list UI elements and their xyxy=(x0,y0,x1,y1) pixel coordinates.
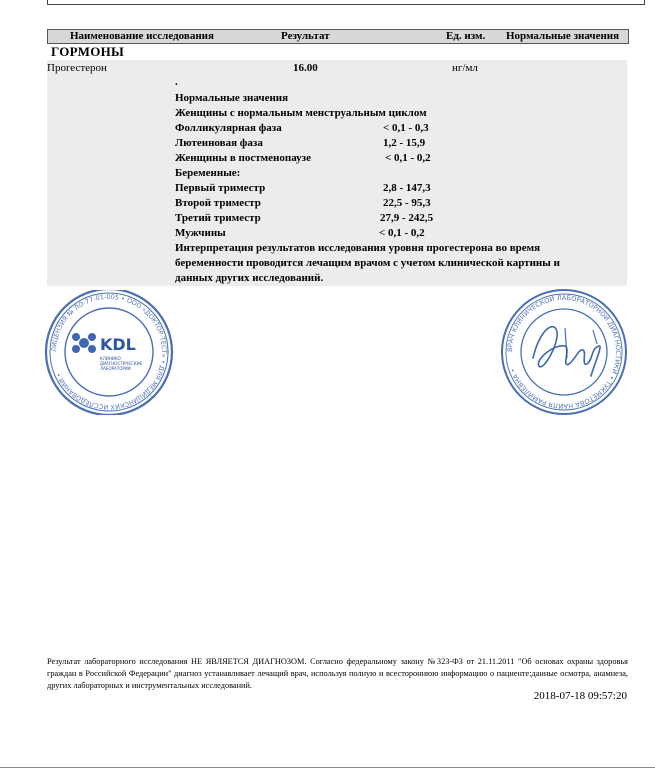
norm-tri2-value: 22,5 - 95,3 xyxy=(383,197,431,209)
kdl-sub-3: ЛАБОРАТОРИИ xyxy=(100,366,131,371)
kdl-logo-text: KDL xyxy=(100,335,136,354)
kdl-sub-2: ДИАГНОСТИЧЕСКИЕ xyxy=(100,361,143,366)
norm-tri1-value: 2,8 - 147,3 xyxy=(383,182,431,194)
norm-men-value: < 0,1 - 0,2 xyxy=(379,227,425,239)
norm-follicular-label: Фолликулярная фаза xyxy=(175,122,282,134)
kdl-logo-icon xyxy=(72,333,96,353)
bottom-divider xyxy=(0,767,655,768)
interpretation-line-1: Интерпретация результатов исследования уровня прогестерона во время xyxy=(175,242,541,254)
result-panel xyxy=(47,60,627,286)
interpretation-line-3: данных других исследований. xyxy=(175,272,324,284)
norms-cycle-women: Женщины с нормальным менструальным циклом xyxy=(175,107,427,119)
norm-tri3-label: Третий триместр xyxy=(175,212,261,224)
stamp-right-ring-text: ВРАЧ КЛИНИЧЕСКОЙ ЛАБОРАТОРНОЙ ДИАГНОСТИКИ • ТУКМЕТОВА НАЙЛЯ РАМИЛЕВНА • xyxy=(505,293,623,411)
header-norm: Нормальные значения xyxy=(506,30,620,42)
doctor-stamp xyxy=(495,288,635,418)
norm-tri1-label: Первый триместр xyxy=(175,182,266,194)
header-name: Наименование исследования xyxy=(70,30,214,42)
norms-title: Нормальные значения xyxy=(175,92,289,104)
norm-tri2-label: Второй триместр xyxy=(175,197,261,209)
header-result: Результат xyxy=(281,30,330,42)
norm-follicular-value: < 0,1 - 0,3 xyxy=(383,122,429,134)
dot-marker: . xyxy=(175,76,178,88)
norm-pregnant: Беременные: xyxy=(175,167,241,179)
norm-postmeno-label: Женщины в постменопаузе xyxy=(175,152,311,164)
stamp-left-ring-text: ЛИЦЕНЗИЯ № ЛО-77-01-005 • ООО «ДОКТОР-ТЕСТ» • ДЛЯ МЕДИЦИНСКИХ ИССЛЕДОВАНИЙ • xyxy=(49,292,169,412)
norm-men-label: Мужчины xyxy=(175,227,226,239)
norm-postmeno-value: < 0,1 - 0,2 xyxy=(385,152,431,164)
test-value: 16.00 xyxy=(293,62,318,74)
norm-luteal-label: Лютеиновая фаза xyxy=(175,137,263,149)
test-name: Прогестерон xyxy=(47,62,107,74)
test-unit: нг/мл xyxy=(452,62,478,74)
disclaimer-text: Результат лабораторного исследования НЕ ЯВЛЯЕТСЯ ДИАГНОЗОМ. Согласно федеральному закону №323-ФЗ от 21.11.2011 "Об основах охраны здоровья граждан в Российской Федерации" диагноз устанавливает лечащий врач, используя полную и всестороннюю информацию о пациенте:данные осмотра, анамнеза, других лабораторных и инструментальных исследований. xyxy=(47,657,628,690)
kdl-stamp xyxy=(42,290,177,415)
interpretation-line-2: беременности проводится лечащим врачом с учетом клинической картины и xyxy=(175,257,560,269)
top-frame xyxy=(47,0,645,5)
norm-tri3-value: 27,9 - 242,5 xyxy=(380,212,434,224)
table-header xyxy=(47,29,629,44)
header-unit: Ед. изм. xyxy=(446,30,486,42)
kdl-sub-1: КЛИНИКО xyxy=(100,356,121,361)
section-title: ГОРМОНЫ xyxy=(51,44,125,59)
norm-luteal-value: 1,2 - 15,9 xyxy=(383,137,426,149)
print-datetime: 2018-07-18 09:57:20 xyxy=(533,690,627,702)
